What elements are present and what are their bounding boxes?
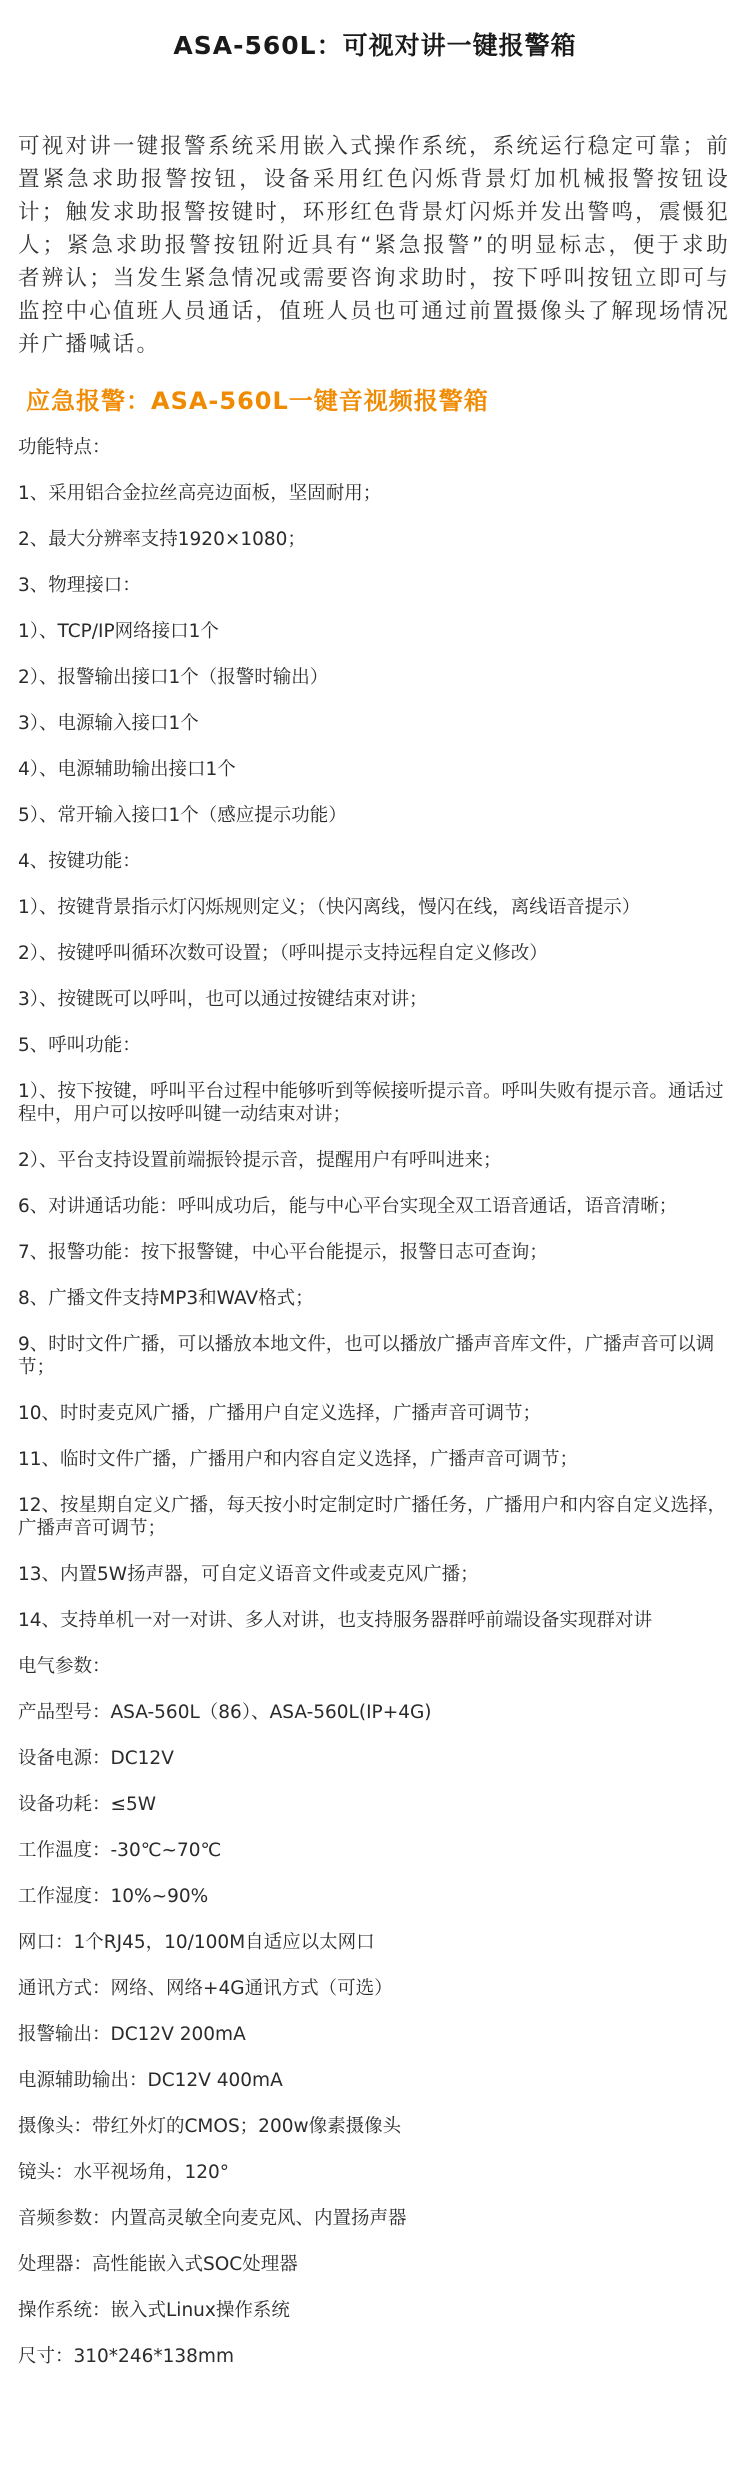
list-item: 电气参数： [18,1656,111,1677]
list-item: 音频参数：内置高灵敏全向麦克风、内置扬声器 [18,2208,407,2229]
list-item: 电源辅助输出：DC12V 400mA [18,2070,283,2091]
list-item: 设备功耗：≤5W [18,1794,157,1815]
list-item: 3）、按键既可以呼叫，也可以通过按键结束对讲； [18,989,428,1010]
list-item: 5、呼叫功能： [18,1035,141,1056]
list-item: 报警输出：DC12V 200mA [18,2024,246,2045]
list-item: 工作湿度：10%~90% [18,1886,209,1907]
list-item: 1）、TCP/IP网络接口1个 [18,621,219,642]
list-item: 镜头：水平视场角，120° [18,2162,230,2183]
list-item: 功能特点： [18,437,111,458]
list-item: 5）、常开输入接口1个（感应提示功能） [18,805,347,826]
spec-list [18,436,736,2368]
list-item: 6、对讲通话功能：呼叫成功后，能与中心平台实现全双工语音通话，语音清晰； [18,1196,678,1217]
list-item: 处理器：高性能嵌入式SOC处理器 [18,2254,298,2275]
list-item: 设备电源：DC12V [18,1748,174,1769]
list-item: 10、时时麦克风广播，广播用户自定义选择，广播声音可调节； [18,1403,542,1424]
list-item: 网口：1个RJ45，10/100M自适应以太网口 [18,1932,375,1953]
intro-paragraph: 可视对讲一键报警系统采用嵌入式操作系统，系统运行稳定可靠；前置紧急求助报警按钮，设备采用红色闪烁背景灯加机械报警按钮设计；触发求助报警按键时，环形红色背景灯闪烁并发出警鸣，震慑犯人；紧急求助报警按钮附近具有“紧急报警”的明显标志，便于求助者辨认；当发生紧急情况或需要咨询求助时，按下呼叫按钮立即可与监控中心值班人员通话，值班人员也可通过前置摄像头了解现场情况并广播喊话。 [18,134,730,357]
list-item: 尺寸：310*246*138mm [18,2346,234,2367]
list-item: 3）、电源输入接口1个 [18,713,199,734]
section-subtitle: 应急报警：ASA-560L一键音视频报警箱 [26,387,489,415]
list-item: 通讯方式：网络、网络+4G通讯方式（可选） [18,1978,393,1999]
list-item: 4、按键功能： [18,851,141,872]
list-item: 8、广播文件支持MP3和WAV格式； [18,1288,314,1309]
list-item: 9、时时文件广播，可以播放本地文件，也可以播放广播声音库文件，广播声音可以调节； [18,1334,715,1378]
list-item: 摄像头：带红外灯的CMOS；200w像素摄像头 [18,2116,402,2137]
list-item: 1）、按键背景指示灯闪烁规则定义；（快闪离线，慢闪在线，离线语音提示） [18,897,641,918]
list-item: 2）、平台支持设置前端振铃提示音，提醒用户有呼叫进来； [18,1150,502,1171]
list-item: 2）、报警输出接口1个（报警时输出） [18,667,329,688]
list-item: 3、物理接口： [18,575,141,596]
list-item: 操作系统：嵌入式Linux操作系统 [18,2300,290,2321]
list-item: 4）、电源辅助输出接口1个 [18,759,236,780]
list-item: 14、支持单机一对一对讲、多人对讲，也支持服务器群呼前端设备实现群对讲 [18,1610,653,1631]
list-item: 13、内置5W扬声器，可自定义语音文件或麦克风广播； [18,1564,479,1585]
list-item: 7、报警功能：按下报警键，中心平台能提示，报警日志可查询； [18,1242,548,1263]
list-item: 1）、按下按键，呼叫平台过程中能够听到等候接听提示音。呼叫失败有提示音。通话过程中，用户可以按呼叫键一动结束对讲； [18,1081,724,1125]
list-item: 12、按星期自定义广播，每天按小时定制定时广播任务，广播用户和内容自定义选择，广播声音可调节； [18,1495,727,1539]
list-item: 工作温度：-30℃~70℃ [18,1840,222,1861]
list-item: 11、临时文件广播，广播用户和内容自定义选择，广播声音可调节； [18,1449,579,1470]
list-item: 2）、按键呼叫循环次数可设置；（呼叫提示支持远程自定义修改） [18,943,548,964]
list-item: 1、采用铝合金拉丝高亮边面板，坚固耐用； [18,483,382,504]
list-item: 产品型号：ASA-560L（86）、ASA-560L(IP+4G) [18,1702,432,1723]
page-title: ASA-560L：可视对讲一键报警箱 [173,31,577,60]
list-item: 2、最大分辨率支持1920×1080； [18,529,306,550]
